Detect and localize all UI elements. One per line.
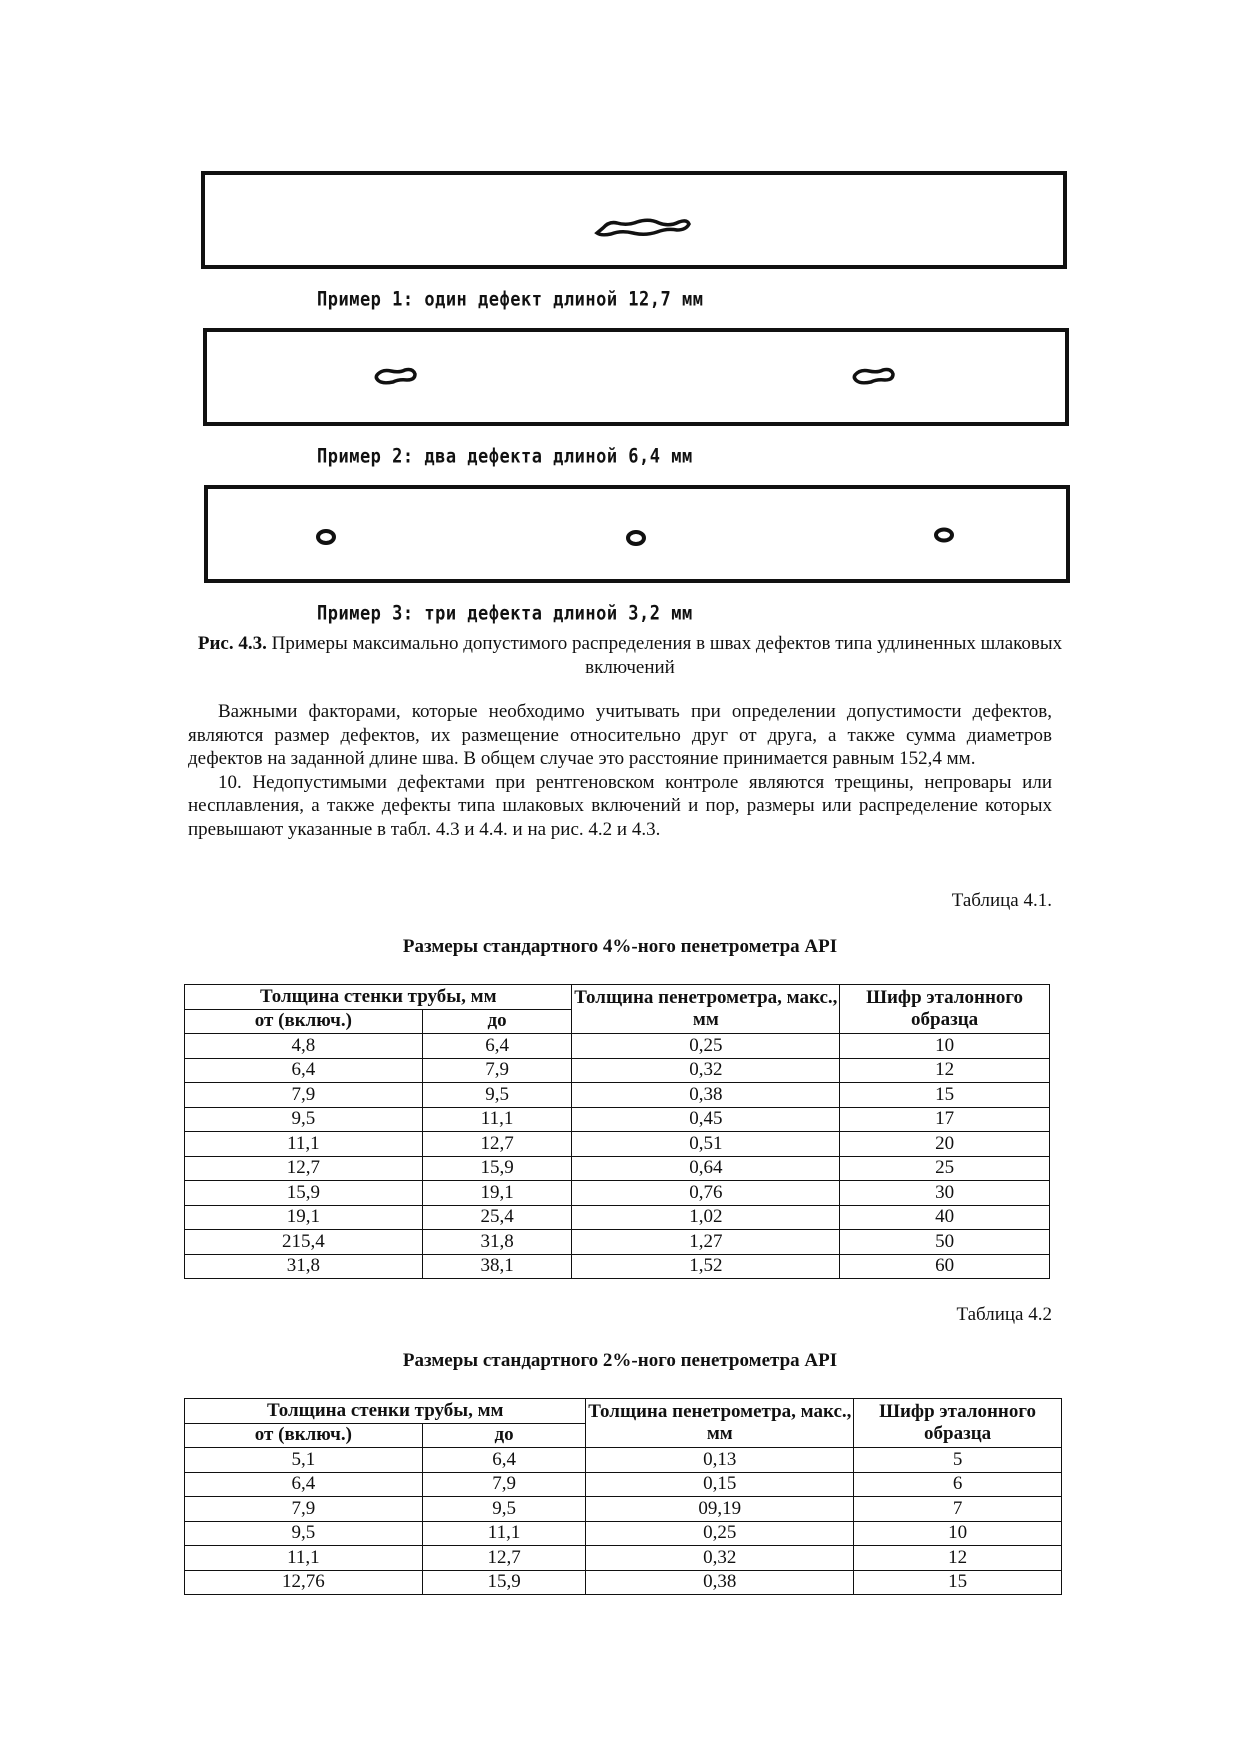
table-cell: 0,32 (572, 1058, 840, 1083)
table-cell: 0,64 (572, 1156, 840, 1181)
header-penetrometer-thickness: Толщина пенетрометра, макс., мм (572, 985, 840, 1034)
table-cell: 215,4 (185, 1230, 423, 1255)
table-cell: 6,4 (422, 1448, 586, 1473)
table-cell: 15 (854, 1570, 1062, 1595)
figure-caption-number: Рис. 4.3. (197, 633, 267, 654)
table-cell: 19,1 (185, 1205, 423, 1230)
table-row (185, 1205, 1050, 1230)
header-penetrometer-thickness: Толщина пенетрометра, макс., мм (586, 1399, 854, 1448)
table-cell: 10 (840, 1034, 1050, 1059)
header-sample-code: Шифр эталонного образца (840, 985, 1050, 1034)
table-row (185, 1448, 1062, 1473)
table-cell: 7,9 (422, 1058, 572, 1083)
slag-inclusion-short-1 (318, 531, 334, 543)
table-cell: 09,19 (586, 1497, 854, 1522)
table-2-title: Размеры стандартного 2%-ного пенетрометра API (402, 1350, 838, 1371)
table-cell: 0,25 (586, 1521, 854, 1546)
example-1-label: Пример 1: один дефект длиной 12,7 мм (317, 288, 704, 311)
table-1-body (185, 1034, 1050, 1279)
table-cell: 10 (854, 1521, 1062, 1546)
table-cell: 11,1 (422, 1107, 572, 1132)
table-cell: 5,1 (185, 1448, 423, 1473)
table-cell: 9,5 (422, 1083, 572, 1108)
table-row (185, 1230, 1050, 1255)
table-cell: 15 (840, 1083, 1050, 1108)
figure-caption-text: Примеры максимально допустимого распределения в швах дефектов типа удлиненных шлаковых включений (266, 633, 1063, 678)
table-cell: 11,1 (185, 1132, 423, 1157)
slag-inclusion-short-2 (628, 532, 644, 544)
table-cell: 25,4 (422, 1205, 572, 1230)
table-row (185, 1546, 1062, 1571)
table-cell: 12,7 (422, 1132, 572, 1157)
table-cell: 12 (840, 1058, 1050, 1083)
table-cell: 0,32 (586, 1546, 854, 1571)
table-cell: 7,9 (185, 1083, 423, 1108)
header-from: от (включ.) (185, 1009, 423, 1034)
slag-inclusion-short-3 (936, 530, 952, 541)
table-cell: 7,9 (422, 1472, 586, 1497)
table-row (185, 1156, 1050, 1181)
table-row (185, 1521, 1062, 1546)
example-3-label: Пример 3: три дефекта длиной 3,2 мм (317, 602, 693, 625)
table-cell: 0,38 (586, 1570, 854, 1595)
table-cell: 20 (840, 1132, 1050, 1157)
paragraph-factors: Важными факторами, которые необходимо учитывать при определении допустимости дефектов, являются размер дефектов, их размещение относительно друг от друга, а также сумма диаметров дефектов на заданной длине шва. В общем случае это расстояние принимается равным 152,4 мм. (188, 701, 1052, 769)
header-to: до (422, 1009, 572, 1034)
table-cell: 15,9 (185, 1181, 423, 1206)
table-cell: 0,76 (572, 1181, 840, 1206)
table-cell: 15,9 (422, 1570, 586, 1595)
weld-diagrams (195, 165, 1085, 625)
table-cell: 12 (854, 1546, 1062, 1571)
table-cell: 31,8 (422, 1230, 572, 1255)
header-wall-thickness: Толщина стенки трубы, мм (185, 1399, 586, 1424)
table-cell: 12,7 (185, 1156, 423, 1181)
table-cell: 6,4 (422, 1034, 572, 1059)
table-row (185, 1034, 1050, 1059)
table-cell: 5 (854, 1448, 1062, 1473)
table-cell: 6,4 (185, 1472, 423, 1497)
table-row (185, 1181, 1050, 1206)
table-row (185, 1058, 1050, 1083)
table-cell: 17 (840, 1107, 1050, 1132)
table-cell: 11,1 (422, 1521, 586, 1546)
table-cell: 40 (840, 1205, 1050, 1230)
table-cell: 60 (840, 1254, 1050, 1279)
header-wall-thickness: Толщина стенки трубы, мм (185, 985, 572, 1010)
weld-strip-1 (203, 173, 1065, 267)
table-cell: 1,02 (572, 1205, 840, 1230)
table-2 (184, 1398, 1062, 1595)
slag-inclusion-medium-1 (376, 370, 415, 383)
table-row (185, 1083, 1050, 1108)
slag-inclusion-long (597, 220, 689, 235)
table-row (185, 1254, 1050, 1279)
table-cell: 6 (854, 1472, 1062, 1497)
defect-distribution-figure (195, 165, 1085, 625)
body-text (188, 700, 1052, 841)
table-row (185, 1570, 1062, 1595)
table-cell: 9,5 (422, 1497, 586, 1522)
table-cell: 38,1 (422, 1254, 572, 1279)
table-1-title: Размеры стандартного 4%-ного пенетрометра API (402, 936, 838, 957)
table-row (185, 1472, 1062, 1497)
table-1 (184, 984, 1050, 1279)
example-2-label: Пример 2: два дефекта длиной 6,4 мм (317, 445, 693, 468)
table-cell: 6,4 (185, 1058, 423, 1083)
header-to: до (422, 1423, 586, 1448)
table-cell: 0,45 (572, 1107, 840, 1132)
table-cell: 30 (840, 1181, 1050, 1206)
table-cell: 0,25 (572, 1034, 840, 1059)
table-cell: 50 (840, 1230, 1050, 1255)
table-cell: 19,1 (422, 1181, 572, 1206)
table-cell: 4,8 (185, 1034, 423, 1059)
header-from: от (включ.) (185, 1423, 423, 1448)
paragraph-item-10: 10. Недопустимыми дефектами при рентгеновском контроле являются трещины, непровары или несплавления, а также дефекты типа шлаковых включений и пор, размеры или распределение которых превышают указанные в табл. 4.3 и 4.4. и на рис. 4.2 и 4.3. (188, 771, 1052, 840)
table-cell: 9,5 (185, 1107, 423, 1132)
table-cell: 7 (854, 1497, 1062, 1522)
figure-caption (185, 632, 1075, 680)
table-2-number: Таблица 4.2 (956, 1304, 1052, 1325)
table-cell: 12,7 (422, 1546, 586, 1571)
table-cell: 11,1 (185, 1546, 423, 1571)
table-1-number: Таблица 4.1. (951, 890, 1052, 911)
table-cell: 1,52 (572, 1254, 840, 1279)
table-cell: 25 (840, 1156, 1050, 1181)
table-row (185, 1107, 1050, 1132)
table-cell: 1,27 (572, 1230, 840, 1255)
weld-strip-2 (205, 330, 1067, 424)
table-cell: 15,9 (422, 1156, 572, 1181)
table-cell: 0,38 (572, 1083, 840, 1108)
table-cell: 0,51 (572, 1132, 840, 1157)
table-cell: 7,9 (185, 1497, 423, 1522)
table-2-body (185, 1448, 1062, 1595)
table-row (185, 1497, 1062, 1522)
table-cell: 31,8 (185, 1254, 423, 1279)
table-cell: 0,13 (586, 1448, 854, 1473)
table-cell: 12,76 (185, 1570, 423, 1595)
slag-inclusion-medium-2 (854, 370, 893, 383)
table-cell: 9,5 (185, 1521, 423, 1546)
header-sample-code: Шифр эталонного образца (854, 1399, 1062, 1448)
table-cell: 0,15 (586, 1472, 854, 1497)
table-row (185, 1132, 1050, 1157)
